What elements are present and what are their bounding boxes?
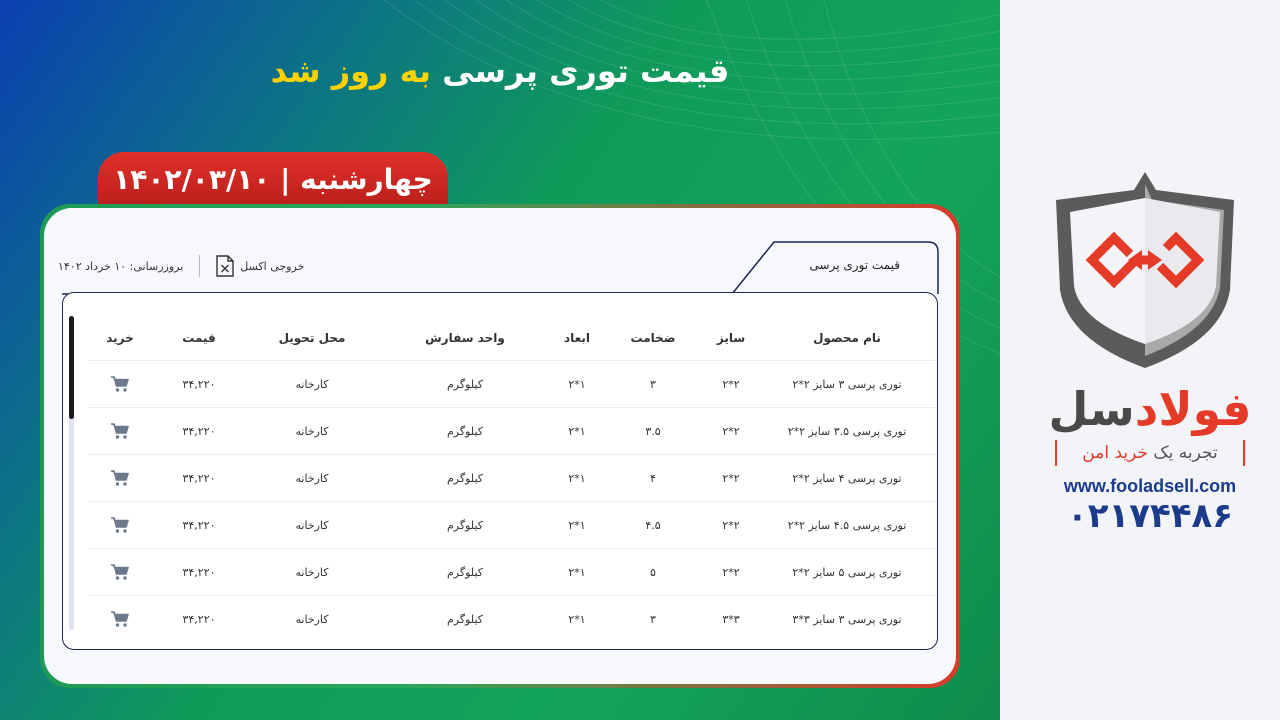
cell-price: ۳۴,۲۲۰ — [152, 502, 246, 549]
shopping-cart-icon[interactable] — [110, 422, 130, 440]
cell-buy — [88, 502, 152, 549]
update-date: بروزرسانی: ۱۰ خرداد ۱۴۰۲ — [58, 259, 184, 273]
toolbar-divider — [199, 255, 200, 277]
cell-thickness: ۳.۵ — [602, 408, 704, 455]
table-header-row — [88, 316, 936, 361]
cell-buy — [88, 408, 152, 455]
cell-order-unit: کیلوگرم — [378, 549, 552, 596]
date-value: ۱۴۰۲/۰۳/۱۰ — [113, 163, 271, 196]
cell-dimensions: ۱*۲ — [552, 408, 602, 455]
header-buy: خرید — [106, 331, 134, 345]
cell-size: ۲*۲ — [704, 549, 758, 596]
cell-price: ۳۴,۲۲۰ — [152, 408, 246, 455]
cell-product-name: توری پرسی ۴ سایز ۲*۲ — [758, 455, 936, 502]
cell-price: ۳۴,۲۲۰ — [152, 549, 246, 596]
excel-export-button[interactable] — [216, 255, 304, 277]
brand-name-gray: سل — [1048, 382, 1135, 436]
cell-thickness: ۵ — [602, 549, 704, 596]
cell-delivery-place: کارخانه — [246, 596, 378, 643]
headline-part2: به روز شد — [270, 52, 432, 90]
headline — [0, 52, 1000, 90]
header-price: قیمت — [182, 331, 216, 345]
cell-order-unit: کیلوگرم — [378, 361, 552, 408]
table-row — [88, 596, 936, 643]
cell-product-name: توری پرسی ۵ سایز ۲*۲ — [758, 549, 936, 596]
cell-delivery-place: کارخانه — [246, 549, 378, 596]
cell-dimensions: ۱*۲ — [552, 549, 602, 596]
headline-part1: قیمت توری پرسی — [442, 52, 730, 90]
date-separator: | — [280, 163, 291, 196]
header-product-name: نام محصول — [813, 331, 881, 345]
cell-order-unit: کیلوگرم — [378, 455, 552, 502]
table-row — [88, 361, 936, 408]
cell-delivery-place: کارخانه — [246, 502, 378, 549]
cell-size: ۲*۲ — [704, 455, 758, 502]
table-row — [88, 549, 936, 596]
header-order-unit: واحد سفارش — [425, 331, 505, 345]
cell-price: ۳۴,۲۲۰ — [152, 455, 246, 502]
cell-buy — [88, 361, 152, 408]
cell-size: ۲*۲ — [704, 361, 758, 408]
cell-order-unit: کیلوگرم — [378, 408, 552, 455]
cell-product-name: توری پرسی ۴.۵ سایز ۲*۲ — [758, 502, 936, 549]
excel-export-label: خروجی اکسل — [240, 259, 305, 273]
shopping-cart-icon[interactable] — [110, 516, 130, 534]
header-delivery-place: محل تحویل — [278, 331, 346, 345]
cell-buy — [88, 549, 152, 596]
shopping-cart-icon[interactable] — [110, 469, 130, 487]
cell-thickness: ۳ — [602, 361, 704, 408]
table-row — [88, 502, 936, 549]
shopping-cart-icon[interactable] — [110, 563, 130, 581]
cell-delivery-place: کارخانه — [246, 408, 378, 455]
phone-number: ۰۲۱۷۴۴۸۶ — [1066, 496, 1233, 536]
cell-size: ۲*۲ — [704, 408, 758, 455]
header-thickness: ضخامت — [630, 331, 676, 345]
cell-delivery-place: کارخانه — [246, 361, 378, 408]
cell-order-unit: کیلوگرم — [378, 502, 552, 549]
table-row — [88, 408, 936, 455]
scrollbar-thumb[interactable] — [69, 316, 74, 419]
website-url: www.fooladsell.com — [1063, 476, 1237, 496]
brand-name-red: فولاد — [1134, 382, 1252, 436]
panel-toolbar — [58, 254, 304, 278]
weekday: چهارشنبه — [300, 163, 433, 196]
cell-dimensions: ۱*۲ — [552, 502, 602, 549]
cell-dimensions: ۱*۲ — [552, 361, 602, 408]
cell-order-unit: کیلوگرم — [378, 596, 552, 643]
cell-price: ۳۴,۲۲۰ — [152, 596, 246, 643]
cell-size: ۳*۳ — [704, 596, 758, 643]
cell-dimensions: ۱*۲ — [552, 455, 602, 502]
tagline-red: خرید امن — [1082, 443, 1149, 463]
header-size: سایز — [716, 331, 746, 345]
brand-tagline — [1055, 440, 1245, 466]
cell-product-name: توری پرسی ۳ سایز ۲*۲ — [758, 361, 936, 408]
table-row — [88, 455, 936, 502]
tagline-gray: تجربه یک — [1153, 443, 1218, 463]
cell-buy — [88, 455, 152, 502]
shopping-cart-icon[interactable] — [110, 375, 130, 393]
excel-file-icon — [216, 255, 234, 277]
cell-dimensions: ۱*۲ — [552, 596, 602, 643]
header-dimensions: ابعاد — [563, 331, 591, 345]
cell-delivery-place: کارخانه — [246, 455, 378, 502]
brand-name — [1040, 382, 1260, 436]
cell-thickness: ۴ — [602, 455, 704, 502]
shopping-cart-icon[interactable] — [110, 610, 130, 628]
price-table — [88, 316, 936, 642]
cell-product-name: توری پرسی ۳ سایز ۳*۳ — [758, 596, 936, 643]
cell-buy — [88, 596, 152, 643]
cell-size: ۲*۲ — [704, 502, 758, 549]
cell-thickness: ۳ — [602, 596, 704, 643]
cell-product-name: توری پرسی ۳.۵ سایز ۲*۲ — [758, 408, 936, 455]
cell-thickness: ۴.۵ — [602, 502, 704, 549]
shield-logo — [1052, 170, 1238, 370]
cell-price: ۳۴,۲۲۰ — [152, 361, 246, 408]
panel-title: قیمت توری پرسی — [809, 258, 900, 272]
